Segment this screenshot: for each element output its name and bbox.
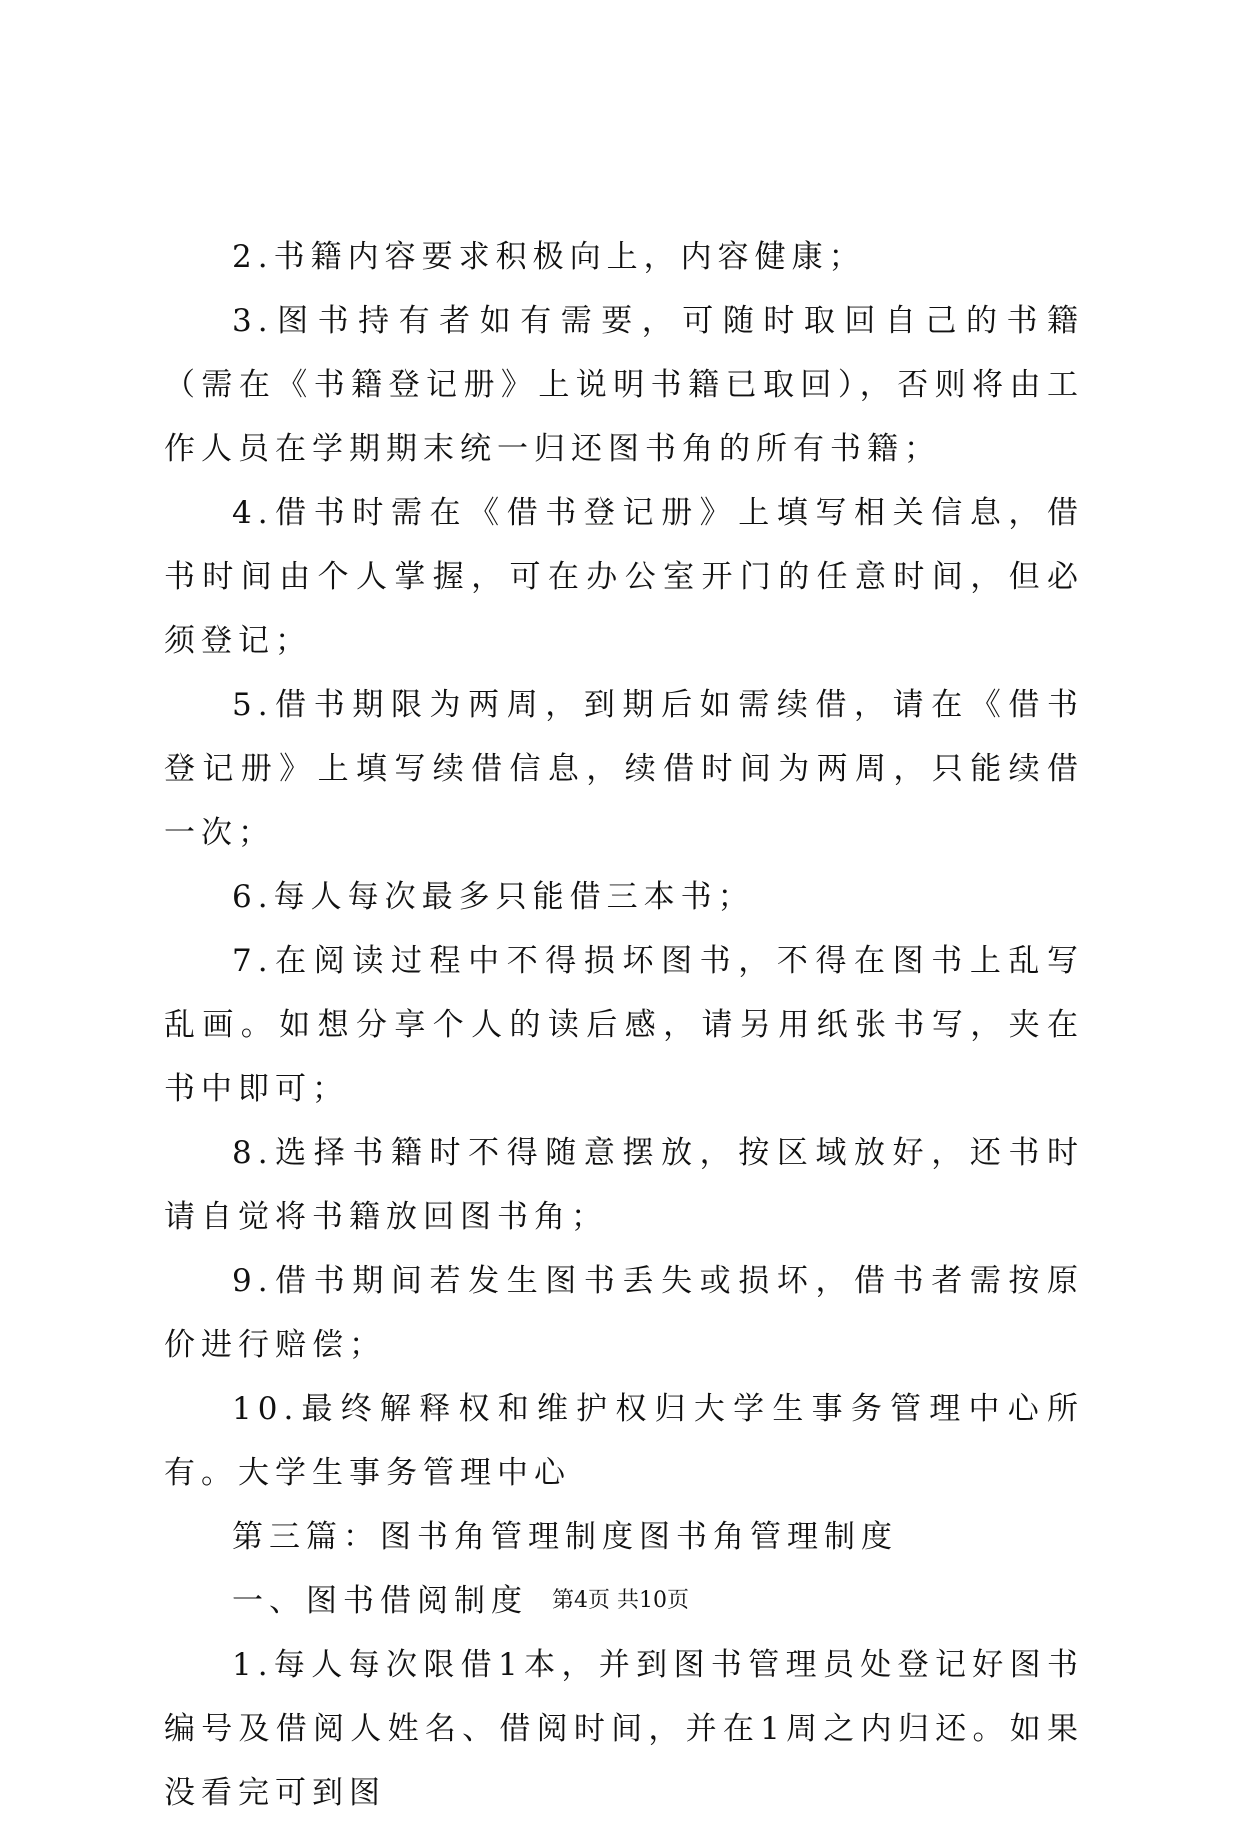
paragraph-item-5: 5.借书期限为两周，到期后如需续借，请在《借书登记册》上填写续借信息，续借时间为两周，只能续借一次； xyxy=(164,687,1084,851)
paragraph-item-9: 9.借书期间若发生图书丢失或损坏，借书者需按原价进行赔偿； xyxy=(164,1263,1084,1363)
paragraph-item-2: 2.书籍内容要求积极向上，内容健康； xyxy=(232,239,866,275)
paragraph-item-1: 1.每人每次限借1本，并到图书管理员处登记好图书编号及借阅人姓名、借阅时间，并在1周之内归还。如果没看完可到图 xyxy=(164,1647,1084,1811)
paragraph-item-3: 3.图书持有者如有需要，可随时取回自己的书籍（需在《书籍登记册》上说明书籍已取回），否则将由工作人员在学期期末统一归还图书角的所有书籍； xyxy=(164,303,1084,467)
paragraph-item-8: 8.选择书籍时不得随意摆放，按区域放好，还书时请自觉将书籍放回图书角； xyxy=(164,1135,1084,1235)
paragraph-item-7: 7.在阅读过程中不得损坏图书，不得在图书上乱写乱画。如想分享个人的读后感，请另用纸张书写，夹在书中即可； xyxy=(164,943,1084,1107)
section-heading: 第三篇：图书角管理制度图书角管理制度 xyxy=(232,1519,898,1555)
document-body xyxy=(164,225,1084,1825)
subsection-heading: 一、图书借阅制度 xyxy=(232,1583,528,1619)
paragraph-item-10: 10.最终解释权和维护权归大学生事务管理中心所有。大学生事务管理中心 xyxy=(164,1391,1084,1491)
paragraph-item-6: 6.每人每次最多只能借三本书； xyxy=(232,879,755,915)
paragraph-item-4: 4.借书时需在《借书登记册》上填写相关信息，借书时间由个人掌握，可在办公室开门的任意时间，但必须登记； xyxy=(164,495,1084,659)
page-footer: 第4页 共10页 xyxy=(552,1588,689,1613)
